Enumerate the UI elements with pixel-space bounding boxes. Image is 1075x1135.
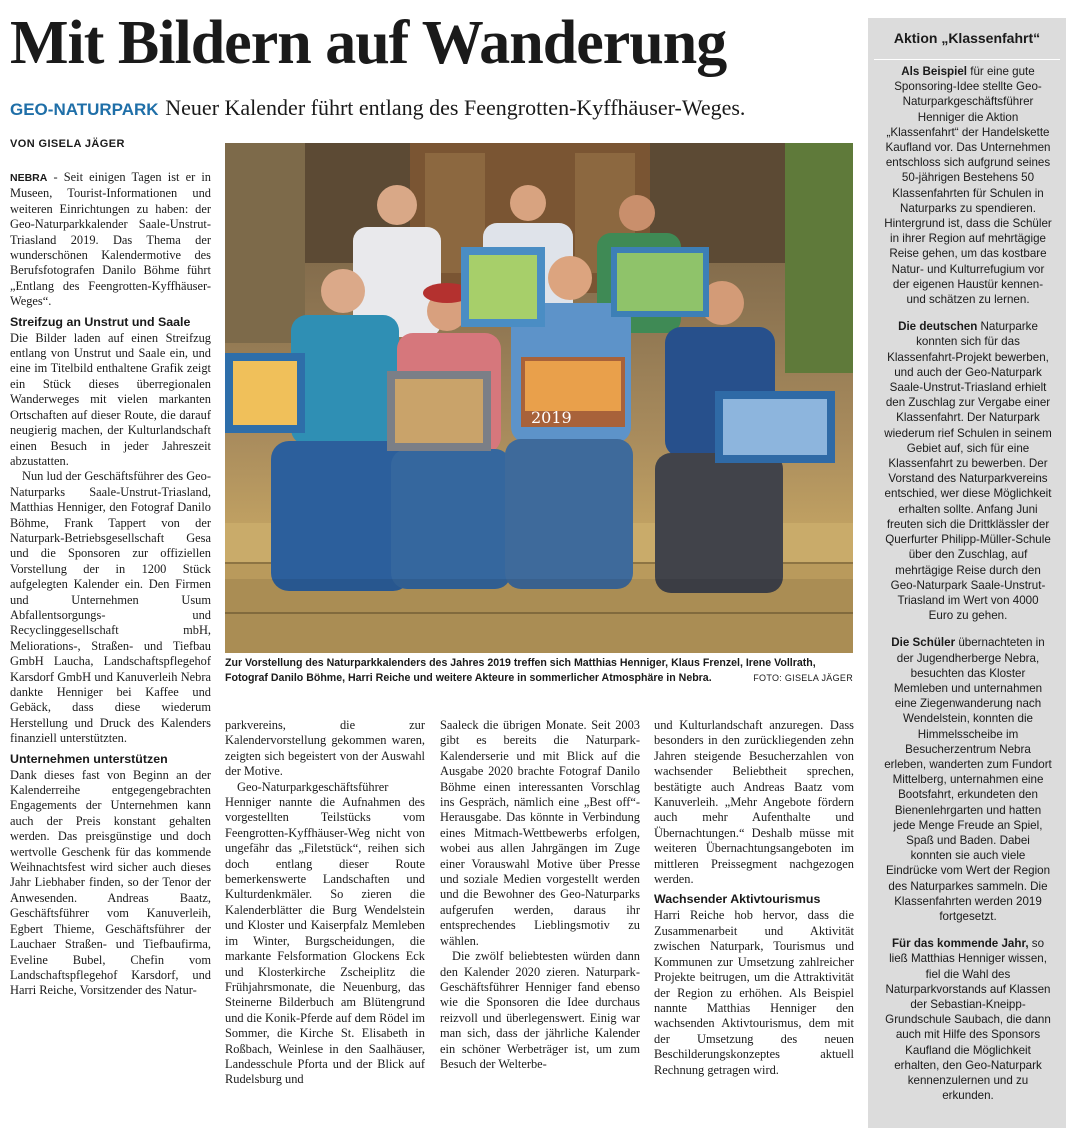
sidebar-paragraph <box>884 64 1052 307</box>
paragraph: parkvereins, die zur Kalendervorstellung gekommen waren, zeigten sich begeistert von der Auswahl der Motive. <box>225 718 425 779</box>
sidebar-text: Naturparke konnten sich für das Klassenfahrt-Projekt bewerben, und auch der Geo-Naturpark Saale-Unstrut-Triasland erhielt den Zuschlag zur Vergabe einer Klassenfahrt. Der Naturpark wiederum rief Schulen in seinem Gebiet auf, sich für eine Klassenfahrt zu bewerben. Der Vorstand des Naturparkvereins entschied, wer diese Möglichkeit erhalten sollte. Anfang Juni freuten sich die Drittklässler der Querfurter Philipp-Müller-Schule über den Zuschlag, auf mehrtägige Reise durch den Geo-Naturpark Saale-Unstrut-Triasland im Wert von 4000 Euro zu gehen. <box>884 320 1052 623</box>
subheading: Streifzug an Unstrut und Saale <box>10 314 191 329</box>
dateline: NEBRA <box>10 172 48 184</box>
paragraph-text: - Seit einigen Tagen ist er in Museen, Tourist-Informationen und weiteren Einrichtungen zu haben: der Geo-Naturparkkalender Saale-Unstrut-Triasland 2019. Das Thema der wunderschönen Kalendermotive des Berufsfotografen Danilo Böhme führt „Entlang des Feengrotten-Kyffhäuser-Weges“. <box>10 170 211 309</box>
sidebar-text: so ließ Matthias Henniger wissen, fiel die Wahl des Naturparkvorstands auf Klassen der Sebastian-Kneipp-Grundschule Saubach, die dann auch mit Hilfe des Sponsors Kaufland die Möglichkeit erhalten, den Geo-Naturpark kennenzulernen und zu erkunden. <box>885 937 1051 1103</box>
caption-text: Zur Vorstellung des Naturparkkalenders des Jahres 2019 treffen sich Matthias Henniger, Klaus Frenzel, Irene Vollrath, Fotograf Danilo Böhme, Harri Reiche und weitere Akteure in sommerlicher Atmosphäre in Nebra. <box>225 657 816 684</box>
sidebar-box <box>868 18 1066 1128</box>
subheadline <box>10 94 860 124</box>
sidebar-lead: Die deutschen <box>898 320 978 334</box>
photo-caption <box>225 656 853 686</box>
sidebar-title: Aktion „Klassenfahrt“ <box>893 30 1041 46</box>
kicker: GEO-NATURPARK <box>10 100 159 119</box>
paragraph: Saaleck die übrigen Monate. Seit 2003 gibt es bereits die Naturpark-Kalenderserie und mit Blick auf die Ausgabe 2020 brachte Fotograf Danilo Böhme einen interessanten Vorschlag ins Gespräch, nämlich eine „Best off“-Herausgabe. Das könnte in Verbindung eines Mitmach-Wettbewerbs erfolgen, wobei aus allen Jahrgängen im Zuge einer Vorauswahl Motive über Presse und soziale Medien vorgestellt werden und die Bewohner des Geo-Naturparks aufgerufen werden, daraus ihr entsprechendes Lieblingsmotiv zu wählen. <box>440 718 640 948</box>
paragraph <box>10 170 211 310</box>
sidebar-lead: Für das kommende Jahr, <box>891 937 1029 951</box>
sidebar-paragraph <box>884 635 1052 924</box>
sidebar-paragraph <box>884 936 1052 1103</box>
subheading: Wachsender Aktivtourismus <box>654 892 821 907</box>
sidebar-text: übernachteten in der Jugendherberge Nebra, besuchten das Kloster Memleben und unternahmen eine Ziegenwanderung nach Wendelstein, konnten die Himmelsscheibe im Besucherzentrum Nebra erleben, wanderten zum Fundort Mittelberg, unternahmen eine Bootsfahrt, erkundeten den Bienenlehrgarten und hatten jede Menge Freude an Spiel, Spaß und Baden. Dabei konnten sie auch viele Eindrücke vom Wert der Region des Naturparkes sammeln. Die Klassenfahrten werden 2019 fortgesetzt. <box>884 636 1052 923</box>
sidebar-body <box>884 64 1052 1115</box>
sidebar-divider <box>874 59 1060 60</box>
deck: Neuer Kalender führt entlang des Feengrotten-Kyffhäuser-Weges. <box>165 95 746 120</box>
headline: Mit Bildern auf Wanderung <box>10 9 727 77</box>
paragraph: Geo-Naturparkgeschäftsführer Henniger nannte die Aufnahmen des vorgestellten Teilstücks vom Feengrotten-Kyffhäuser-Weg nicht von ungefähr das „Filetstück“, reihen sich doch entlang dieser Route bemerkenswerte Landschaften und Kulturdenkmäler. So zieren die Kalenderblätter die Burg Wendelstein und Kloster und Kaiserpfalz Memleben im Winter, Burgscheidungen, die markante Felsformation Glockens Eck und Klosterkirche Zscheiplitz die Frühjahrsmonate, die Neuenburg, das Steinerne Bilderbuch am Blütengrund und die Konik-Pferde auf dem Rödel im Sommer, die Kirche St. Elisabeth in Roßbach, Weinlese in den Saalhäuser, Landesschule Pforta und der Blick auf Rudelsburg und <box>225 779 425 1087</box>
sidebar-lead: Die Schüler <box>891 636 956 650</box>
calendar-year: 2019 <box>531 408 572 427</box>
paragraph: Nun lud der Geschäftsführer des Geo-Naturparks Saale-Unstrut-Triasland, Matthias Henniger, den Fotograf Danilo Böhme, Frank Tappert von der Naturpark-Betriebsgesellschaft Gesa und die Sponsoren zur offiziellen Vorstellung der in 1200 Stück aufgelegten Kalender ein. Den Firmen und Unternehmen Usum Abfallentsorgungs- und Recyclinggesellschaft mbH, Meliorations-, Straßen- und Tiefbau GmbH Laucha, Landschaftspflegehof Karsdorf GmbH und Kanuverleih Nebra dankte Henniger bei Kaffee und Gebäck, dass diese wiederum Herstellung und Druck des Kalenders finanziell unterstützten. <box>10 469 211 746</box>
sidebar-lead: Als Beispiel <box>901 65 968 78</box>
paragraph: Dank dieses fast von Beginn an der Kalenderreihe entgegengebrachten Engagements der Unternehmen kann auch der Preis konstant gehalten werden. Das preisgünstige und doch wertvolle Geschenk für das kommende Weihnachtsfest wird sicher auch dieses Jahr Liebhaber finden, so der Tenor der Anwesenden. Andreas Baatz, Geschäftsführer vom Kanuverleih, Egbert Thieme, Geschäftsführer der Lauchaer Straßen- und Tiefbaufirma, Eveline Bubel, Chefin vom Landschaftspflegehof Karsdorf, und Harri Reiche, Vorsitzender des Natur- <box>10 767 211 998</box>
paragraph: Die Bilder laden auf einen Streifzug entlang von Unstrut und Saale ein, und eine im Titelbild enthaltene Grafik zeigt ein Stück dieses überregionalen Wanderweges mit vielen markanten Ortschaften auf dieser Route, die darauf neugierig machen, der Kulturlandschaft einen Besuch in jeder Jahreszeit abzustatten. <box>10 330 211 468</box>
sidebar-paragraph <box>884 319 1052 623</box>
subheading: Unternehmen unterstützen <box>10 751 168 766</box>
byline: VON GISELA JÄGER <box>10 138 125 150</box>
group-photo-illustration <box>225 143 853 653</box>
article-column-4 <box>654 718 854 1078</box>
sidebar-text: für eine gute Sponsoring-Idee stellte Geo-Naturparkgeschäftsführer Henniger die Aktion „Klassenfahrt“ der Handelskette Kaufland vor. Das Unternehmen entschloss sich aufgrund seines 50-jährigen Bestehens 50 Klassenfahrten für Schulen in Naturparks zu spendieren. Hintergrund ist, dass die Schüler in ihrer Region auf mehrtägige Reise gehen, um das kostbare Natur- und Kulturrefugium vor der eigenen Haustür kennen- und schätzen zu lernen. <box>884 65 1052 307</box>
paragraph: Die zwölf beliebtesten würden dann den Kalender 2020 zieren. Naturpark-Geschäftsführer Henniger fand ebenso wie die Sponsoren die Idee durchaus reizvoll und überlegenswert. Einig war man sich, dass der jährliche Kalender ein schöner Werbeträger ist, um zum Besuch der Welterbe- <box>440 949 640 1071</box>
article-column-1 <box>10 170 211 999</box>
article-column-2 <box>225 718 425 1088</box>
paragraph: Harri Reiche hob hervor, dass die Zusammenarbeit und Aktivität zwischen Naturpark, Tourismus und Kommunen zur Umsetzung zahlreicher Projekte beitrugen, um die Attraktivität der Region zu erhöhen. Als Beispiel nannte Matthias Henniger den wachsenden Aktivtourismus, dem mit der Umsetzung des neuen Beschilderungskonzeptes aktuell Rechnung getragen wird. <box>654 908 854 1077</box>
photo-credit: FOTO: GISELA JÄGER <box>753 673 853 683</box>
paragraph: und Kulturlandschaft anzuregen. Dass besonders in den zurückliegenden zehn Jahren steigende Besucherzahlen von wachsender Beliebtheit sprechen, bestätigte auch Andreas Baatz vom Kanuverleih. „Mehr Angebote fördern auch mehr Aufenthalte und Übernachtungen.“ Deshalb müsse mit weiteren Übernachtungsangeboten im mittleren Preissegment nachgezogen werden. <box>654 718 854 887</box>
article-photo <box>225 143 853 653</box>
article-column-3 <box>440 718 640 1072</box>
